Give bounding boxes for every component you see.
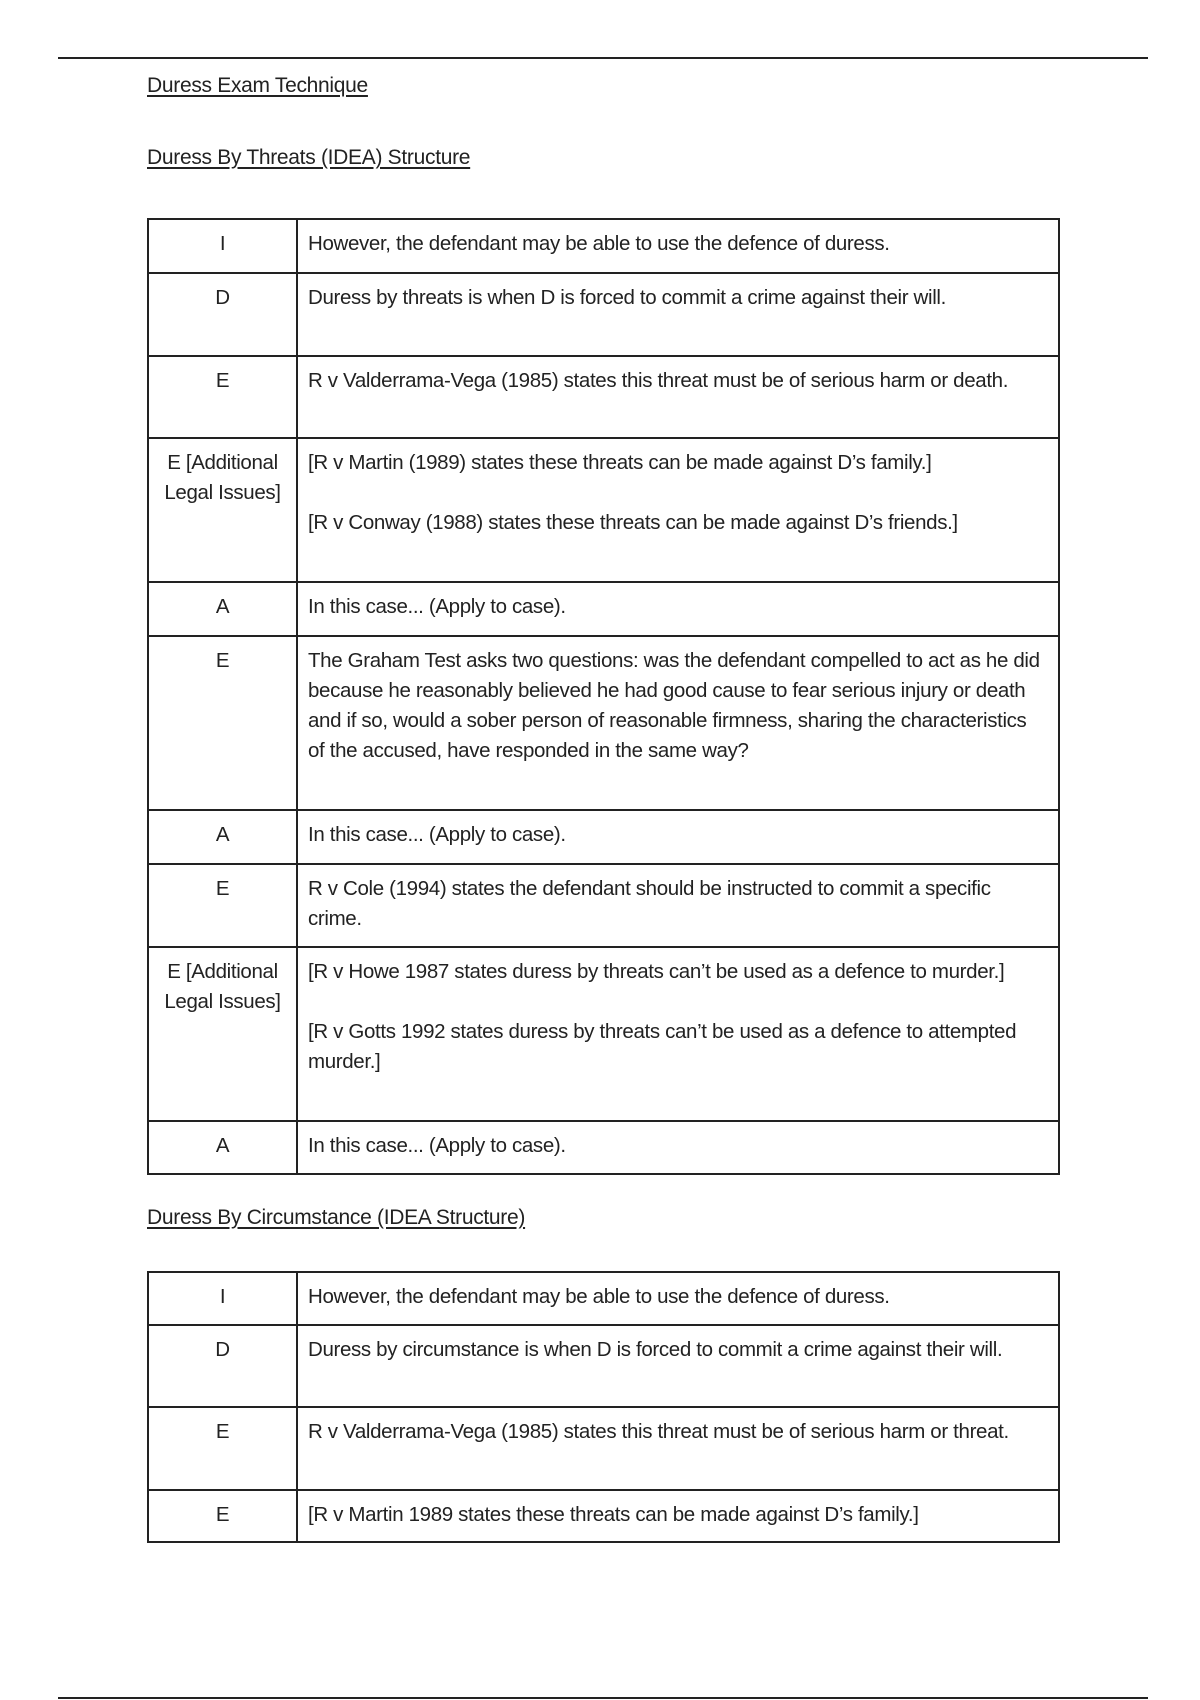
table-row <box>148 810 1059 864</box>
content-paragraph: In this case... (Apply to case). <box>308 595 566 618</box>
idea-step-label: A <box>148 810 297 864</box>
idea-step-label: I <box>148 1272 297 1325</box>
idea-step-label: E <box>148 1407 297 1490</box>
idea-step-content <box>297 582 1059 636</box>
idea-step-content <box>297 864 1059 947</box>
idea-step-label: A <box>148 582 297 636</box>
table-row <box>148 356 1059 438</box>
idea-step-content <box>297 438 1059 582</box>
idea-step-content <box>297 273 1059 356</box>
content-paragraph: In this case... (Apply to case). <box>308 1134 566 1157</box>
table-row <box>148 273 1059 356</box>
idea-table-threats <box>147 218 1060 1175</box>
table-row <box>148 582 1059 636</box>
content-paragraph: The Graham Test asks two questions: was the defendant compelled to act as he did because he reasonably believed he had good cause to fear serious injury or death and if so, would a sober person of reasonable firmness, sharing the characteristics of the accused, have responded in the same way? <box>308 649 1040 762</box>
idea-table-circumstance <box>147 1271 1060 1543</box>
table-row <box>148 864 1059 947</box>
table-row <box>148 636 1059 810</box>
content-paragraph: Duress by circumstance is when D is forced to commit a crime against their will. <box>308 1338 1003 1361</box>
section-heading-circumstance: Duress By Circumstance (IDEA Structure) <box>147 1206 526 1229</box>
idea-step-label: E <box>148 864 297 947</box>
section-heading-threats: Duress By Threats (IDEA) Structure <box>147 146 471 169</box>
idea-step-content <box>297 356 1059 438</box>
document-title: Duress Exam Technique <box>147 74 368 97</box>
idea-step-content <box>297 219 1059 273</box>
idea-step-content <box>297 947 1059 1121</box>
idea-step-label: E <box>148 356 297 438</box>
table-row <box>148 1407 1059 1490</box>
content-paragraph: However, the defendant may be able to use the defence of duress. <box>308 1285 890 1308</box>
table-row <box>148 1490 1059 1542</box>
idea-step-label: I <box>148 219 297 273</box>
table-row <box>148 1325 1059 1407</box>
content-paragraph: However, the defendant may be able to use the defence of duress. <box>308 232 890 255</box>
idea-step-label: D <box>148 1325 297 1407</box>
idea-step-label: E [Additional Legal Issues] <box>148 438 297 582</box>
idea-step-content <box>297 1407 1059 1490</box>
idea-step-label: E <box>148 636 297 810</box>
content-paragraph: R v Valderrama-Vega (1985) states this threat must be of serious harm or death. <box>308 369 1009 392</box>
table-row <box>148 438 1059 582</box>
content-paragraph: R v Valderrama-Vega (1985) states this threat must be of serious harm or threat. <box>308 1420 1009 1443</box>
content-paragraph: Duress by threats is when D is forced to commit a crime against their will. <box>308 286 946 309</box>
content-paragraph: [R v Martin (1989) states these threats can be made against D’s family.] <box>308 451 932 474</box>
table-row <box>148 1272 1059 1325</box>
content-paragraph: [R v Howe 1987 states duress by threats can’t be used as a defence to murder.] <box>308 960 1005 983</box>
top-rule <box>58 57 1148 59</box>
idea-step-label: E [Additional Legal Issues] <box>148 947 297 1121</box>
bottom-rule <box>58 1697 1148 1699</box>
idea-step-content <box>297 1272 1059 1325</box>
idea-step-content <box>297 1121 1059 1174</box>
idea-step-content <box>297 1490 1059 1542</box>
table-row <box>148 947 1059 1121</box>
idea-step-content <box>297 1325 1059 1407</box>
idea-step-content <box>297 636 1059 810</box>
idea-step-content <box>297 810 1059 864</box>
content-paragraph: [R v Martin 1989 states these threats can be made against D’s family.] <box>308 1503 919 1526</box>
idea-step-label: D <box>148 273 297 356</box>
content-paragraph: [R v Conway (1988) states these threats can be made against D’s friends.] <box>308 511 958 534</box>
idea-step-label: E <box>148 1490 297 1542</box>
table-row <box>148 1121 1059 1174</box>
content-paragraph: R v Cole (1994) states the defendant should be instructed to commit a specific crime. <box>308 877 991 930</box>
table-row <box>148 219 1059 273</box>
content-paragraph: [R v Gotts 1992 states duress by threats can’t be used as a defence to attempted murder.] <box>308 1020 1017 1073</box>
idea-step-label: A <box>148 1121 297 1174</box>
content-paragraph: In this case... (Apply to case). <box>308 823 566 846</box>
